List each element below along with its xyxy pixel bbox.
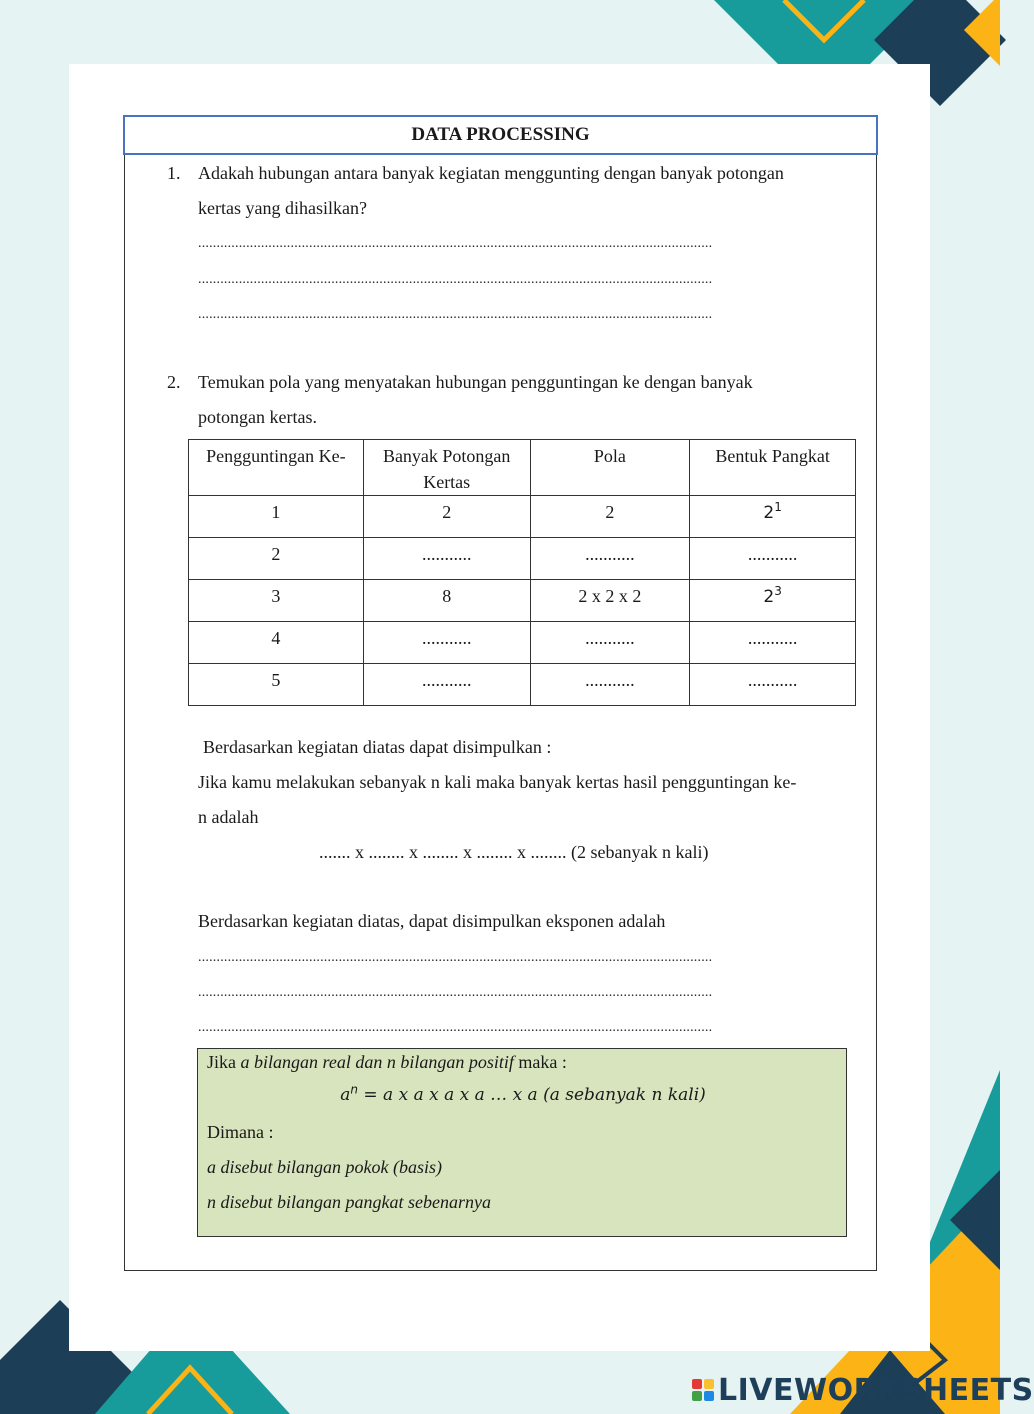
question-2-text-cont: potongan kertas. (198, 407, 317, 427)
header-banyak-potongan: Banyak Potongan Kertas (363, 440, 530, 496)
cell-pola: 2 x 2 x 2 (530, 580, 690, 622)
cell-ke: 5 (189, 664, 364, 706)
table-row (189, 580, 856, 622)
answer-line[interactable]: ........................................................................................................................................... (198, 272, 713, 287)
header-pengguntingan: Pengguntingan Ke- (189, 440, 364, 496)
logo-text: LIVEWORKSHEETS (718, 1372, 1034, 1408)
cell-potongan: 8 (363, 580, 530, 622)
header-pola: Pola (530, 440, 690, 496)
formula-base: a (340, 1085, 351, 1105)
formula-exponent: n (350, 1082, 358, 1097)
definition-basis: a disebut bilangan pokok (basis) (207, 1157, 442, 1177)
header-bentuk-pangkat: Bentuk Pangkat (690, 440, 856, 496)
cell-pangkat-blank[interactable]: ........... (690, 664, 856, 706)
question-1-text: Adakah hubungan antara banyak kegiatan menggunting dengan banyak potongan (198, 163, 784, 183)
question-1-text-cont: kertas yang dihasilkan? (198, 198, 367, 218)
table-header-row (189, 440, 856, 496)
cell-potongan-blank[interactable]: ........... (363, 538, 530, 580)
cell-pola: 2 (530, 496, 690, 538)
conclusion-intro: Berdasarkan kegiatan diatas dapat disimpulkan : (203, 737, 552, 757)
answer-line[interactable]: ........................................................................................................................................... (198, 307, 713, 322)
cell-ke: 1 (189, 496, 364, 538)
definition-dimana: Dimana : (207, 1122, 274, 1142)
cell-pangkat (690, 580, 856, 622)
multiplication-pattern-blank[interactable]: ....... x ........ x ........ x ........ x ........ (2 sebanyak n kali) (319, 842, 709, 862)
liveworksheets-logo (692, 1372, 1034, 1408)
power-exponent: 1 (774, 500, 782, 514)
table-row (189, 538, 856, 580)
cell-pangkat (690, 496, 856, 538)
definition-condition-italic: a bilangan real dan n bilangan positif (240, 1052, 514, 1072)
definition-maka: maka : (513, 1052, 567, 1072)
table-row (189, 622, 856, 664)
power-base: 2 (763, 587, 775, 607)
table-row (189, 664, 856, 706)
answer-line[interactable]: ........................................................................................................................................... (198, 985, 713, 1000)
cell-pangkat-blank[interactable]: ........... (690, 622, 856, 664)
cell-ke: 2 (189, 538, 364, 580)
cell-potongan-blank[interactable]: ........... (363, 664, 530, 706)
cell-potongan-blank[interactable]: ........... (363, 622, 530, 664)
power-exponent: 3 (774, 584, 782, 598)
exponent-definition-box (197, 1048, 847, 1237)
pattern-table (188, 439, 856, 706)
section-title: DATA PROCESSING (123, 115, 878, 155)
conclusion-text-cont: n adalah (198, 807, 259, 827)
question-2-number: 2. (167, 372, 181, 392)
logo-blocks-icon (692, 1379, 714, 1401)
answer-line[interactable]: ........................................................................................................................................... (198, 236, 713, 251)
cell-pola-blank[interactable]: ........... (530, 622, 690, 664)
cell-pangkat-blank[interactable]: ........... (690, 538, 856, 580)
cell-pola-blank[interactable]: ........... (530, 664, 690, 706)
cell-ke: 4 (189, 622, 364, 664)
answer-line[interactable]: ........................................................................................................................................... (198, 950, 713, 965)
exponent-formula (198, 1082, 848, 1105)
question-1-number: 1. (167, 163, 181, 183)
exponent-conclusion-intro: Berdasarkan kegiatan diatas, dapat disimpulkan eksponen adalah (198, 911, 666, 931)
cell-potongan: 2 (363, 496, 530, 538)
cell-pola-blank[interactable]: ........... (530, 538, 690, 580)
answer-line[interactable]: ........................................................................................................................................... (198, 1020, 713, 1035)
definition-jika: Jika (207, 1052, 241, 1072)
cell-ke: 3 (189, 580, 364, 622)
definition-condition (207, 1050, 567, 1074)
conclusion-text: Jika kamu melakukan sebanyak n kali maka banyak kertas hasil pengguntingan ke- (198, 772, 797, 792)
power-base: 2 (763, 503, 775, 523)
definition-pangkat: n disebut bilangan pangkat sebenarnya (207, 1192, 491, 1212)
question-2-text: Temukan pola yang menyatakan hubungan pengguntingan ke dengan banyak (198, 372, 753, 392)
formula-expansion: = a x a x a x a … x a (a sebanyak n kali) (357, 1085, 706, 1105)
table-row (189, 496, 856, 538)
